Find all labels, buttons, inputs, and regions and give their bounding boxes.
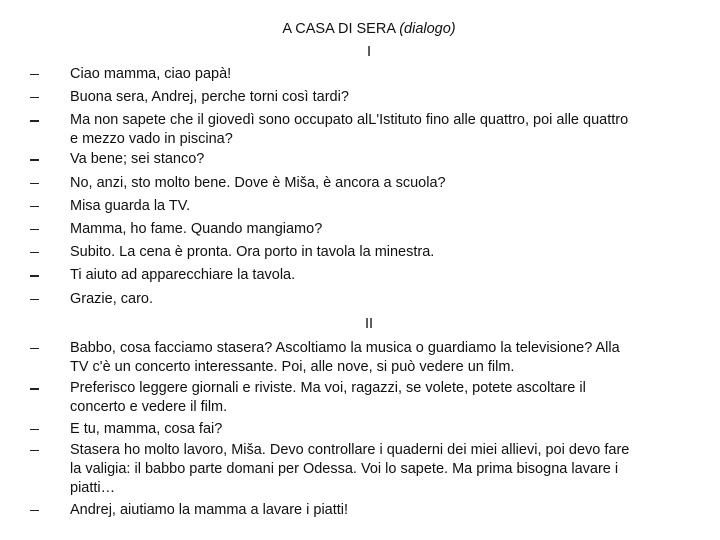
dash-bullet [30, 120, 39, 121]
dialogue-line [0, 420, 720, 439]
dash-bullet [30, 159, 39, 160]
dialogue-line [0, 150, 720, 169]
dialogue-text: Stasera ho molto lavoro, Miša. Devo controllare i quaderni dei miei allievi, poi devo fare la valigia: il babbo parte domani per Odessa. Voi lo sapete. Ma prima bisogna lavare i piatti… [70, 442, 630, 497]
title-subtitle: (dialogo) [399, 21, 456, 37]
dialogue-line [0, 266, 720, 285]
dialogue-text: Ma non sapete che il giovedì sono occupato alL'Istituto fino alle quattro, poi alle quattro e mezzo vado in piscina? [70, 112, 629, 148]
dialogue-part-1 [0, 65, 720, 313]
dash-bullet [30, 252, 39, 253]
dialogue-text: Mamma, ho fame. Quando mangiamo? [70, 220, 323, 237]
part-number-1: I [366, 44, 372, 60]
dash-bullet [30, 510, 39, 511]
dialogue-line [0, 501, 720, 520]
dialogue-text: Grazie, caro. [70, 290, 153, 307]
dash-bullet [30, 74, 39, 75]
dialogue-part-2 [0, 339, 720, 522]
dialogue-line [0, 88, 720, 107]
dash-bullet [30, 97, 39, 98]
dash-bullet [30, 388, 39, 389]
dash-bullet [30, 229, 39, 230]
dash-bullet [30, 206, 39, 207]
dash-bullet [30, 348, 39, 349]
dialogue-text: Ti aiuto ad apparecchiare la tavola. [70, 267, 296, 284]
dialogue-text: Babbo, cosa facciamo stasera? Ascoltiamo la musica o guardiamo la televisione? Alla TV c'è un concerto interessante. Poi, alle nove, si può vedere un film. [70, 340, 620, 375]
dialogue-text: E tu, mamma, cosa fai? [70, 420, 223, 437]
dialogue-line [0, 174, 720, 193]
dialogue-line [0, 243, 720, 262]
dash-bullet [30, 450, 39, 451]
dash-bullet [30, 183, 39, 184]
dialogue-line [0, 111, 720, 149]
dialogue-text: Ciao mamma, ciao papà! [70, 66, 232, 82]
dialogue-text: Subito. La cena è pronta. Ora porto in tavola la minestra. [70, 244, 435, 261]
dialogue-line [0, 379, 720, 417]
dash-bullet [30, 429, 39, 430]
dialogue-line [0, 220, 720, 239]
dialogue-text: Buona sera, Andrej, perche torni così tardi? [70, 89, 349, 106]
dialogue-text: Va bene; sei stanco? [70, 151, 205, 168]
title-main: A CASA DI SERA [282, 21, 396, 37]
part-number-2: II [364, 316, 374, 332]
page-title [200, 20, 538, 38]
dash-bullet [30, 275, 39, 276]
dialogue-line [0, 339, 720, 377]
dialogue-text: Misa guarda la TV. [70, 197, 191, 214]
dialogue-line [0, 441, 720, 498]
dialogue-text: No, anzi, sto molto bene. Dove è Miša, è ancora a scuola? [70, 174, 446, 191]
dialogue-text: Preferisco leggere giornali e riviste. Ma voi, ragazzi, se volete, potete ascoltare il concerto e vedere il film. [70, 380, 586, 416]
dialogue-line [0, 65, 720, 84]
dialogue-line [0, 290, 720, 309]
dialogue-line [0, 197, 720, 216]
dialogue-text: Andrej, aiutiamo la mamma a lavare i piatti! [70, 501, 349, 518]
dash-bullet [30, 299, 39, 300]
